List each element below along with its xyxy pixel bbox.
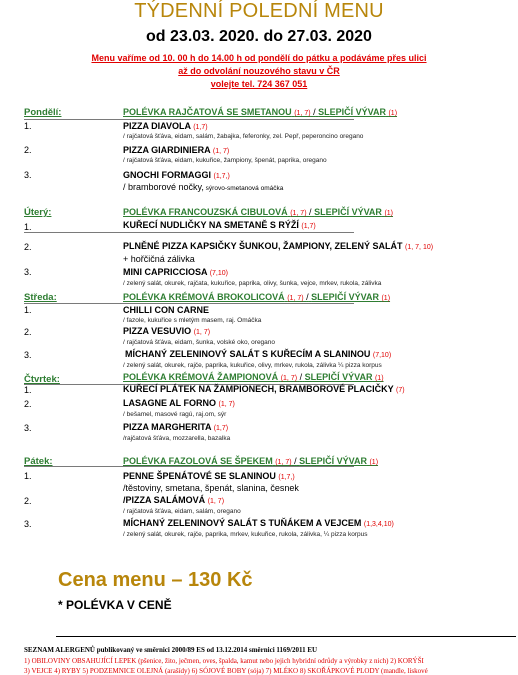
- dish: [125, 349, 391, 359]
- notice-line-2: až do odvolání nouzového stavu v ČR: [178, 66, 340, 76]
- allergen-code: (1, 7): [280, 375, 298, 382]
- dish-name: PIZZA VESUVIO: [123, 326, 192, 336]
- allergen-code: (1, 7): [275, 459, 292, 466]
- dish: [123, 121, 208, 131]
- dish-name: MÍCHANÝ ZELENINOVÝ SALÁT S KUŘECÍM A SLANINOU: [125, 349, 371, 359]
- day-label-tuesday: Úterý:: [24, 207, 52, 218]
- separator: /: [299, 372, 303, 382]
- dish-description: / rajčatová šťáva, eidam, salám, žabajka, feferonky, zel. Pepř, peperoncino oregano: [123, 133, 364, 140]
- divider: [24, 119, 354, 120]
- dish-description: / fazole, kukuřice s mletým masem, raj. Omáčka: [123, 317, 262, 324]
- dish-description: [123, 182, 283, 192]
- allergen-code: (1, 7): [287, 295, 304, 302]
- dish: [123, 241, 433, 251]
- allergen-code: (1,7): [193, 124, 208, 131]
- item-number: 2.: [24, 145, 32, 155]
- item-number: 2.: [24, 327, 32, 337]
- dish-name: PIZZA GIARDINIERA: [123, 145, 211, 155]
- soup-thursday: [123, 372, 384, 382]
- dish: [123, 145, 229, 155]
- dish: [123, 267, 228, 277]
- soup-name: POLÉVKA FRANCOUZSKÁ CIBULOVÁ: [123, 207, 288, 217]
- dish-description: /rajčatová šťáva, mozzarella, bazalka: [123, 435, 231, 442]
- dish-name: PENNE ŠPENÁTOVÉ SE SLANINOU: [123, 471, 276, 481]
- dish-name: LASAGNE AL FORNO: [123, 398, 217, 408]
- dish-name: KUŘECÍ NUDLIČKY NA SMETANĚ S RÝŽÍ: [123, 220, 299, 230]
- allergen-code: (1, 7): [193, 329, 211, 336]
- dish: [123, 422, 228, 432]
- allergen-code: (1): [369, 459, 379, 466]
- dish-description: / zelený salát, okurek, rajče, paprika, mrkev, kukuřice, rukola, zálivka, ¼ pizza korpus: [123, 531, 368, 538]
- dish: [123, 170, 230, 180]
- allergen-code: (7,10): [372, 352, 392, 359]
- soup-name: SLEPIČÍ VÝVAR: [311, 292, 379, 302]
- description-small: sýrovo-smetanová omáčka: [203, 185, 284, 192]
- item-number: 3.: [24, 350, 32, 360]
- divider: [56, 636, 516, 637]
- dish: [123, 495, 224, 505]
- item-number: 2.: [24, 399, 32, 409]
- dish-name: PLNĚNÉ PIZZA KAPSIČKY ŠUNKOU, ŽAMPIONY, ZELENÝ SALÁT: [123, 241, 403, 251]
- dish: [123, 326, 210, 336]
- item-number: 1.: [24, 471, 32, 481]
- soup-wednesday: [123, 292, 390, 302]
- item-number: 1.: [24, 222, 32, 232]
- allergen-code: (1): [384, 210, 394, 217]
- allergen-code: (1): [374, 375, 384, 382]
- item-number: 1.: [24, 385, 32, 395]
- day-label-thursday: Čtvrtek:: [24, 374, 60, 385]
- divider: [24, 303, 354, 304]
- separator: /: [306, 292, 309, 302]
- dish: [123, 220, 316, 230]
- dish-description: / rajčatová šťáva, eidam, kukuřice, žampiony, špenát, paprika, oregano: [123, 157, 327, 164]
- dish-name: MÍCHANÝ ZELENINOVÝ SALÁT S TUŇÁKEM A VEJCEM: [123, 518, 362, 528]
- dish-name: GNOCHI FORMAGGI: [123, 170, 211, 180]
- allergens-line: 1) OBILOVINY OBSAHUJÍCÍ LEPEK (pšenice, žito, ječmen, oves, špalda, kamut nebo jejich hybridní odrůdy a výrobky z nich) 2) KORÝŠI: [24, 657, 424, 665]
- item-number: 2.: [24, 496, 32, 506]
- soup-name: SLEPIČÍ VÝVAR: [299, 456, 367, 466]
- dish-description: / zelený salát, okurek, rajče, paprika, kukuřice, olivy, mrkev, rukola, zálivka ¼ pizza korpus: [123, 362, 382, 369]
- dish-description: /těstoviny, smetana, špenát, slanina, česnek: [123, 483, 299, 493]
- allergens-line: 3) VEJCE 4) RYBY 5) PODZEMNICE OLEJNÁ (arašídy) 6) SÓJOVÉ BOBY (sója) 7) MLÉKO 8) SKOŘÁPKOVÉ PLODY (mandle, lískové: [24, 667, 428, 675]
- description-main: / bramborové nočky,: [123, 182, 204, 192]
- dish-name: PIZZA MARGHERITA: [123, 422, 212, 432]
- dish-name: /PIZZA SALÁMOVÁ: [123, 495, 206, 505]
- allergen-code: (7): [396, 387, 405, 394]
- soup-name: SLEPIČÍ VÝVAR: [314, 207, 382, 217]
- soup-name: SLEPIČÍ VÝVAR: [318, 107, 386, 117]
- allergen-code: (1,7,): [278, 474, 295, 481]
- price-note: * POLÉVKA V CENĚ: [58, 598, 172, 612]
- allergen-code: (1, 7): [212, 148, 230, 155]
- dish-description: / rajčatová šťáva, eidam, salám, oregano: [123, 508, 241, 515]
- dish-name: KUŘECÍ PLÁTEK NA ŽAMPIONECH, BRAMBOROVÉ PLACIČKY: [123, 384, 394, 394]
- item-number: 3.: [24, 267, 32, 277]
- day-label-wednesday: Středa:: [24, 292, 57, 303]
- dish-name: PIZZA DIAVOLA: [123, 121, 191, 131]
- allergen-code: (1, 7): [207, 498, 225, 505]
- soup-monday: [123, 107, 397, 117]
- soup-name: POLÉVKA FAZOLOVÁ SE ŠPEKEM: [123, 456, 273, 466]
- dish-description: / zelený salát, okurek, rajčata, kukuřice, paprika, olivy, šunka, vejce, mrkev, rukola, zálivka: [123, 280, 382, 287]
- separator: /: [294, 456, 297, 466]
- allergen-code: (1,7): [301, 223, 316, 230]
- day-label-friday: Pátek:: [24, 456, 53, 467]
- allergen-code: (1, 7): [294, 110, 311, 117]
- allergen-code: (1,3,4,10): [363, 521, 394, 528]
- allergen-code: (1, 7, 10): [405, 244, 434, 251]
- soup-name: SLEPIČÍ VÝVAR: [304, 372, 373, 382]
- dish: [123, 305, 209, 315]
- allergen-code: (1): [388, 110, 398, 117]
- dish-description: + hořčičná zálivka: [123, 254, 195, 264]
- separator: /: [313, 107, 316, 117]
- item-number: 2.: [24, 242, 32, 252]
- item-number: 1.: [24, 305, 32, 315]
- divider: [24, 232, 354, 233]
- dish: [123, 518, 394, 528]
- soup-tuesday: [123, 207, 393, 217]
- allergen-code: (1): [381, 295, 391, 302]
- allergens-title: SEZNAM ALERGENŮ publikovaný ve směrnici 2000/89 ES od 13.12.2014 směrnici 1169/2011 EU: [24, 646, 318, 654]
- allergen-code: (1, 7): [218, 401, 235, 408]
- item-number: 3.: [24, 423, 32, 433]
- notice-line-3: volejte tel. 724 367 051: [210, 79, 308, 89]
- dish-description: / bešamel, masové ragú, raj.om, sýr: [123, 411, 227, 418]
- allergen-code: (1,7,): [213, 173, 230, 180]
- item-number: 3.: [24, 519, 32, 529]
- menu-price: Cena menu – 130 Kč: [58, 569, 253, 591]
- item-number: 1.: [24, 121, 32, 131]
- day-label-monday: Pondělí:: [24, 107, 62, 118]
- divider: [24, 466, 354, 467]
- dish-description: / rajčatová šťáva, eidam, šunka, volské oko, oregano: [123, 339, 276, 346]
- dish-name: CHILLI CON CARNE: [123, 305, 209, 315]
- dish-name: MINI CAPRICCIOSA: [123, 267, 208, 277]
- soup-name: POLÉVKA RAJČATOVÁ SE SMETANOU: [123, 107, 292, 117]
- item-number: 3.: [24, 170, 32, 180]
- dish: [123, 384, 405, 394]
- allergen-code: (1,7): [213, 425, 229, 432]
- soup-name: POLÉVKA KRÉMOVÁ BROKOLICOVÁ: [123, 292, 285, 302]
- allergen-code: (1, 7): [290, 210, 307, 217]
- soup-name: POLÉVKA KRÉMOVÁ ŽAMPIONOVÁ: [123, 372, 279, 382]
- dish: [123, 471, 295, 481]
- dish: [123, 398, 235, 408]
- menu-title: TÝDENNÍ POLEDNÍ MENU: [134, 0, 384, 22]
- menu-dates: od 23.03. 2020. do 27.03. 2020: [146, 28, 372, 45]
- allergen-code: (7,10): [209, 270, 228, 277]
- notice-line-1: Menu vaříme od 10. 00 h do 14.00 h od pondělí do pátku a podáváme přes ulici: [91, 53, 427, 63]
- separator: /: [309, 207, 312, 217]
- soup-friday: [123, 456, 378, 466]
